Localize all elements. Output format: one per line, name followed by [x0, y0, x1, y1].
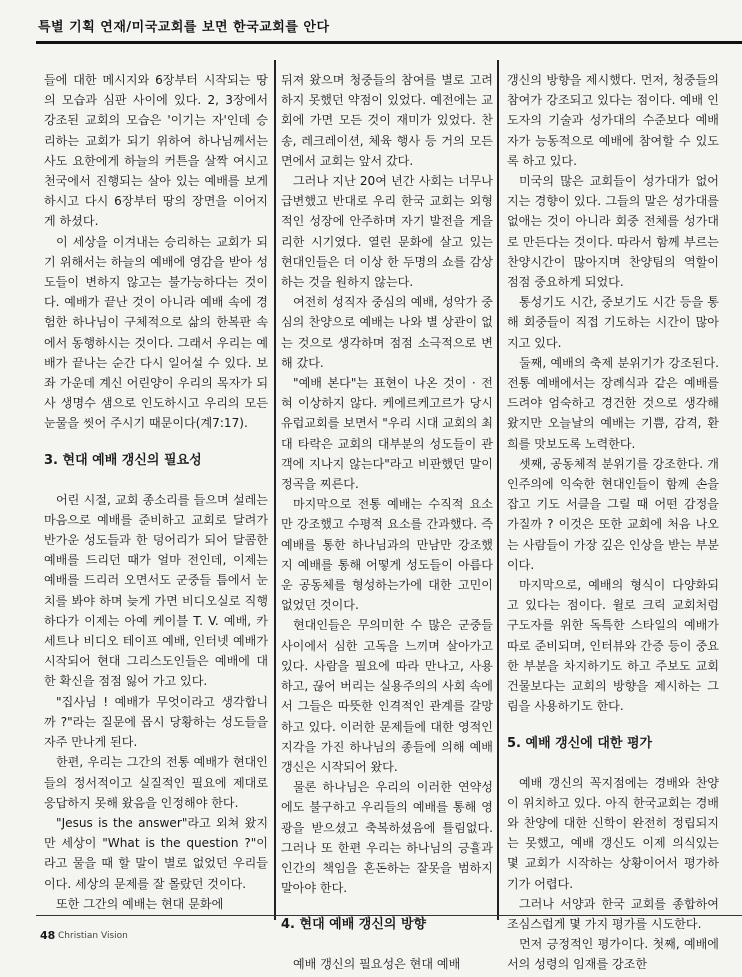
paragraph: 이 세상을 이겨내는 승리하는 교회가 되기 위해서는 하늘의 예배에 영감을 받아 성도들이 변하지 않고는 불가능하다는 것이다. 예배가 끝난 것이 아니라 예배 속에 경험한 하나님이 구체적으로 삶의 한복판 속에서 동행하시는 것이다. 그래서 우리는 예배가 끝나는 순간 다시 일어설 수 있다. 보좌 가운데 계신 어린양이 우리의 목자가 되사 생명수 샘으로 인도하시고 우리의 모든 눈물을 씻어 주시기 때문이다(계7:17). [44, 234, 268, 431]
column-3 [507, 70, 719, 975]
paragraph: 그러나 지난 20여 년간 사회는 너무나 급변했고 반대로 우리 한국 교회는 외형적인 성장에 안주하며 자기 발전을 게을리한 시기였다. 열린 문화에 살고 있는 현대인들은 더 이상 한 두명의 쇼를 감상하는 것을 원하지 않는다. [281, 174, 493, 290]
column-divider [274, 60, 276, 920]
column-divider [497, 60, 499, 920]
paragraph: 물론 하나님은 우리의 이러한 연약성에도 불구하고 우리들의 예배를 통해 영광을 받으셨고 축복하셨음에 틀림없다. 그러나 또 한편 우리는 하나님의 긍휼과 인간의 책임을 혼돈하는 잘못을 범하지 말아야 한다. [281, 780, 493, 896]
paragraph: 여전히 성직자 중심의 예배, 성악가 중심의 찬양으로 예배는 나와 별 상관이 없는 것으로 생각하며 점점 소극적으로 변해 갔다. [281, 295, 493, 370]
paragraph: "집사님 ! 예배가 무엇이라고 생각합니까 ?"라는 질문에 몹시 당황하는 성도들을 자주 만나게 된다. [44, 694, 268, 750]
paragraph: 들에 대한 메시지와 6장부터 시작되는 땅의 모습과 심판 사이에 있다. 2, 3장에서 강조된 교회의 모습은 '이기는 자'인데 승리하는 교회가 되기 위하여 하나님께서는 사도 요한에게 하늘의 커튼을 살짝 여시고 천국에서 진행되는 살아 있는 예배를 보게 하시고 다시 6장부터 땅의 장면을 이어지게 하셨다. [44, 73, 268, 229]
page-number: 48 [40, 929, 56, 942]
magazine-name: Christian Vision [58, 931, 128, 941]
column-1 [44, 70, 268, 914]
paragraph: 뒤져 왔으며 청중들의 참여를 별로 고려하지 못했던 약점이 있었다. 예전에는 교회에 가면 모든 것이 재미가 있었다. 찬송, 레크레이션, 체육 행사 등 거의 모든 면에서 교회는 앞서 갔다. [281, 73, 493, 168]
paragraph: 한편, 우리는 그간의 전통 예배가 현대인들의 정서적이고 실질적인 필요에 제대로 응답하지 못해 왔음을 인정해야 한다. [44, 755, 268, 810]
paragraph: 셋째, 공동체적 분위기를 강조한다. 개인주의에 익숙한 현대인들이 함께 손을 잡고 기도 서클을 그릴 때 어떤 감정을 가질까 ? 이것은 또한 교회에 처음 나오는 사람들이 가장 깊은 인상을 받는 부분이다. [507, 456, 719, 572]
page-header [0, 0, 742, 44]
section-heading: 4. 현대 예배 갱신의 방향 [281, 917, 427, 933]
paragraph: 마지막으로, 예배의 형식이 다양화되고 있다는 점이다. 윌로 크릭 교회처럼 구도자를 위한 독특한 스타일의 예배가 따로 준비되며, 인터뷰와 간증 등이 중요한 부분을 차지하기도 하고 주보도 교회 건물보다는 교회의 방향을 제시하는 그림을 사용하기도 한다. [507, 578, 719, 714]
paragraph: 예배 갱신의 필요성은 현대 예배 [293, 957, 461, 972]
paragraph: 미국의 많은 교회들이 성가대가 없어지는 경향이 있다. 그들의 말은 성가대를 없애는 것이 아니라 회중 전체를 성가대로 만든다는 것이다. 따라서 함께 부르는 찬양시간이 많아지며 찬양팀의 역할이 점점 중요하게 되었다. [507, 174, 719, 290]
paragraph: 그러나 서양과 한국 교회를 종합하여 조심스럽게 몇 가지 평가를 시도한다. [507, 896, 719, 931]
paragraph: "예배 본다"는 표현이 나온 것이 · 전혀 이상하지 않다. 케에르케고르가 당시 유럽교회를 보면서 "우리 시대 교회의 최대 타락은 교회의 대부분의 성도들이 관객에 지나지 않는다"라고 비판했던 말이 정곡을 찌른다. [281, 376, 493, 492]
paragraph: 현대인들은 무의미한 수 많은 군중들 사이에서 심한 고독을 느끼며 살아가고 있다. 사람을 필요에 따라 만나고, 사용하고, 끊어 버리는 실용주의의 사회 속에서 그들은 따뜻한 인격적인 관계를 갈망하고 있다. 이러한 문제들에 대한 영적인 지각을 가진 하나님의 종들에 의해 예배 갱신은 시작되어 왔다. [281, 618, 493, 774]
section-heading: 5. 예배 갱신에 대한 평가 [507, 735, 653, 751]
section-heading: 3. 현대 예배 갱신의 필요성 [44, 452, 202, 468]
series-title: 특별 기획 연재/미국교회를 보면 한국교회를 안다 [38, 20, 330, 35]
paragraph: "Jesus is the answer"라고 외쳐 왔지만 세상이 "What is the question ?"이라고 물을 때 할 말이 별로 없었던 우리들이다. 세상의 문제를 잘 몰랐던 것이다. [44, 815, 268, 891]
paragraph: 예배 갱신의 꼭지점에는 경배와 찬양이 위치하고 있다. 아직 한국교회는 경배와 찬양에 대한 신학이 완전히 정립되지는 못했고, 예배 갱신도 이제 의식있는 몇 교회가 시작하는 상황이어서 평가하기가 어렵다. [507, 775, 719, 891]
footer-rule [36, 915, 742, 916]
paragraph: 둘째, 예배의 축제 분위기가 강조된다. 전통 예배에서는 장례식과 같은 예배를 드려야 엄숙하고 경건한 것으로 생각해 왔지만 오늘날의 예배는 기쁨, 감격, 환희를 맛보도록 노력한다. [507, 355, 719, 451]
paragraph: 마지막으로 전통 예배는 수직적 요소만 강조했고 수평적 요소를 간과했다. 즉 예배를 통한 하나님과의 만남만 강조했지 예배를 통해 어떻게 성도들이 아름다운 공동체를 형성하는가에 대한 고민이 없었던 것이다. [281, 497, 493, 613]
column-2 [281, 70, 493, 975]
header-rule [36, 41, 742, 44]
paragraph: 먼저 긍정적인 평가이다. 첫째, 예배에서의 성령의 임재를 강조한 [507, 937, 719, 972]
paragraph: 또한 그간의 예배는 현대 문화에 [56, 896, 224, 911]
paragraph: 통성기도 시간, 중보기도 시간 등을 통해 회중들이 직접 기도하는 시간이 많아지고 있다. [507, 295, 719, 350]
paragraph: 갱신의 방향을 제시했다. 먼저, 청중들의 참여가 강조되고 있다는 점이다. 예배 인도자의 기술과 성가대의 수준보다 예배자가 능동적으로 예배에 참여할 수 있도록 하고 있다. [507, 73, 719, 168]
paragraph: 어린 시절, 교회 종소리를 들으며 설레는 마음으로 예배를 준비하고 교회로 달려가 반가운 성도들과 한 덩어리가 되어 달콤한 예배를 드리던 때가 얼마 전인데, 이제는 예배를 드리러 오면서도 군중들 틈에서 눈치를 봐야 하며 늦게 가면 비디오실로 직행하다가 이제는 아예 케이블 T. V. 예배, 카세트나 비디오 테이프 예배, 인터넷 예배가 시작되어 현대 그리스도인들은 예배에 대한 확신을 점점 잃어 가고 있다. [44, 492, 268, 689]
